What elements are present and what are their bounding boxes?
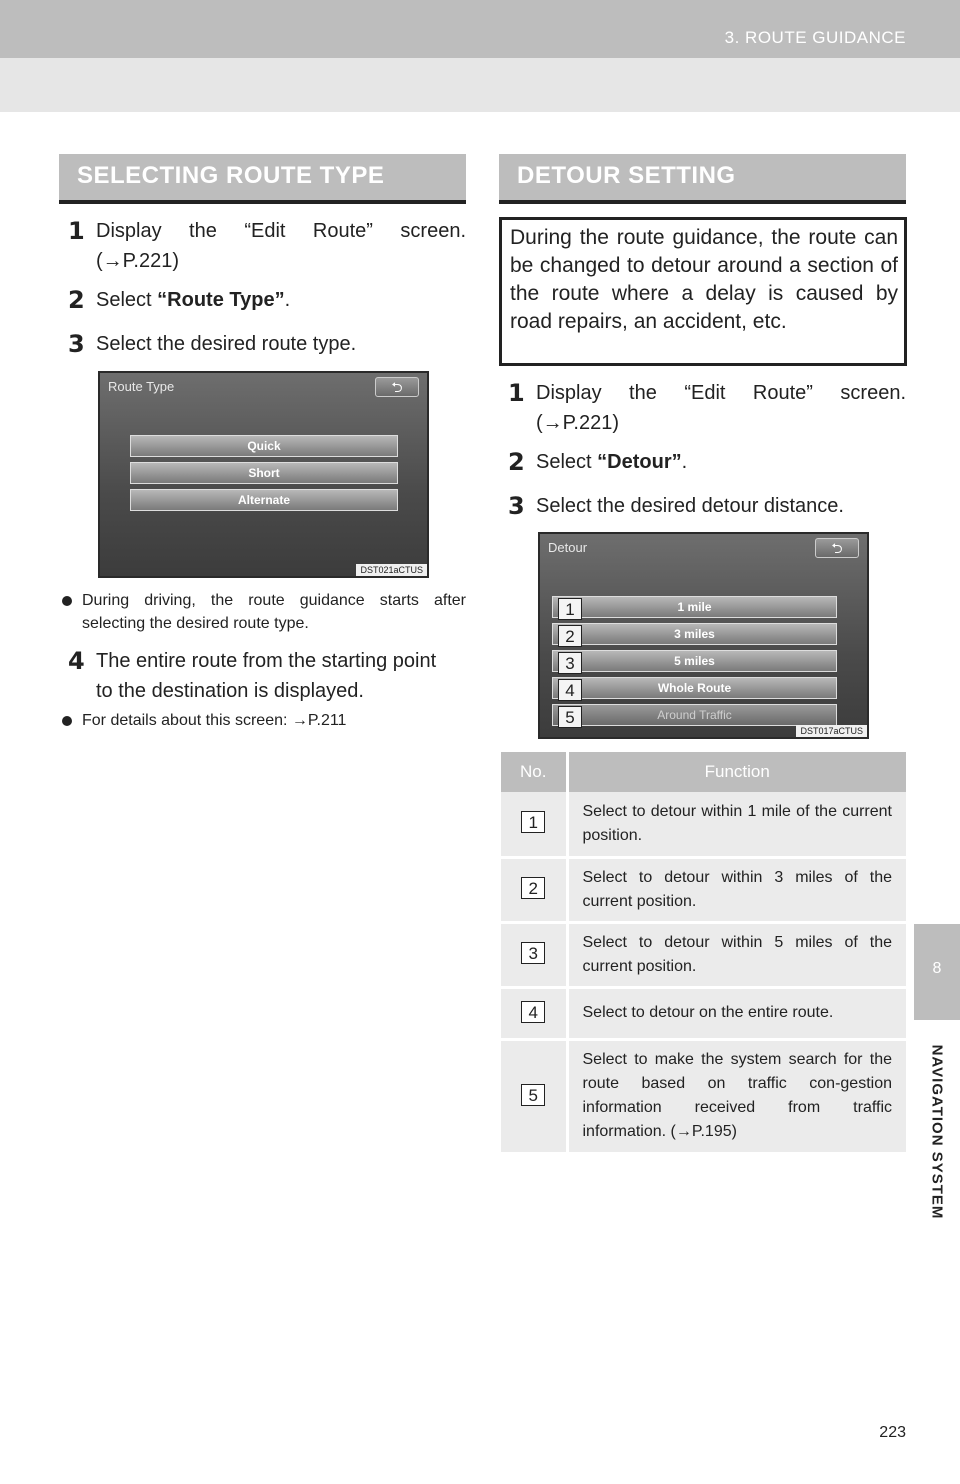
- step-number: 3: [68, 330, 85, 358]
- table-row: [501, 1039, 906, 1153]
- quick-button[interactable]: Quick: [130, 435, 398, 457]
- row-number-cell: [501, 1039, 567, 1153]
- callout-1: 1: [558, 598, 582, 620]
- page-reference: (→P.221): [536, 412, 620, 434]
- step-number: 1: [508, 379, 525, 407]
- detour-label: “Detour”: [597, 451, 682, 473]
- page-number: 223: [879, 1424, 906, 1441]
- step-number: 1: [68, 217, 85, 245]
- step-2-route-type: [68, 285, 466, 315]
- step-2-detour: [508, 447, 906, 477]
- bullet-text: For details about this screen: →P.211: [82, 712, 347, 729]
- detour-1-mile-button[interactable]: 1 mile: [552, 596, 837, 618]
- step-text: Display the “Edit Route” screen.: [96, 220, 466, 242]
- back-arrow-icon: ⮌: [831, 540, 843, 556]
- table-row: [501, 792, 906, 857]
- step-text: Select: [96, 289, 158, 311]
- callout-2: 2: [558, 625, 582, 647]
- short-button[interactable]: Short: [130, 462, 398, 484]
- section-title: DETOUR SETTING: [517, 162, 736, 189]
- step-text: The entire route from the starting point: [96, 650, 437, 672]
- alternate-button[interactable]: Alternate: [130, 489, 398, 511]
- row-number: 2: [521, 877, 545, 899]
- step-4-route-type: [68, 646, 476, 706]
- detour-5-miles-button[interactable]: 5 miles: [552, 650, 837, 672]
- around-traffic-button[interactable]: Around Traffic: [552, 704, 837, 726]
- column-header-no: No.: [501, 752, 567, 792]
- table-header-row: [501, 752, 906, 792]
- row-description: Select to detour within 1 mile of the current position.: [567, 792, 906, 857]
- chapter-tab-text: NAVIGATION SYSTEM: [928, 1044, 946, 1220]
- row-description: Select to detour within 3 miles of the current position.: [567, 857, 906, 922]
- step-3-detour: [508, 491, 906, 521]
- detour-function-table: [501, 752, 906, 1155]
- bullet-driving-note: [62, 589, 466, 635]
- step-3-route-type: [68, 329, 466, 359]
- route-type-screen: [98, 371, 429, 578]
- back-arrow-icon: ⮌: [391, 379, 403, 395]
- table-row: [501, 987, 906, 1039]
- page-reference: (→P.221): [96, 250, 180, 272]
- row-number: 4: [521, 1001, 545, 1023]
- route-type-label: “Route Type”: [157, 289, 285, 311]
- detour-screen: [538, 532, 869, 739]
- section-title: SELECTING ROUTE TYPE: [77, 162, 385, 189]
- table-row: [501, 857, 906, 922]
- step-text-end: .: [681, 451, 688, 473]
- detour-3-miles-button[interactable]: 3 miles: [552, 623, 837, 645]
- step-text-continued: to the destination is displayed.: [96, 680, 364, 702]
- step-number: 2: [68, 286, 85, 314]
- image-code: DST021aCTUS: [356, 564, 427, 576]
- section-header-route-type: [59, 154, 466, 200]
- row-description: Select to detour on the entire route.: [567, 987, 906, 1039]
- row-description: Select to make the system search for the route based on traffic con-gestion information received from traffic information. (→P.195): [567, 1039, 906, 1153]
- section-header-detour: [499, 154, 906, 200]
- chapter-title: 3. ROUTE GUIDANCE: [724, 28, 906, 47]
- step-text: Select the desired route type.: [96, 333, 357, 355]
- step-text: Select: [536, 451, 598, 473]
- chapter-tab-label: [922, 1022, 952, 1242]
- column-header-function: Function: [567, 752, 906, 792]
- bullet-icon: [62, 716, 72, 726]
- callout-5: 5: [558, 706, 582, 728]
- table-row: [501, 922, 906, 987]
- bullet-details-note: [62, 709, 466, 732]
- row-number: 3: [521, 942, 545, 964]
- row-number: 5: [521, 1084, 545, 1106]
- chapter-tab-number: 8: [914, 924, 960, 1020]
- detour-info-box: [499, 217, 907, 366]
- bullet-text: During driving, the route guidance starts after selecting the desired route type.: [82, 592, 466, 632]
- step-1-detour: [508, 378, 906, 438]
- row-number-cell: [501, 792, 567, 857]
- step-text: Select the desired detour distance.: [536, 495, 844, 517]
- step-text-end: .: [284, 289, 291, 311]
- screen-title: Detour: [548, 540, 588, 555]
- callout-4: 4: [558, 679, 582, 701]
- back-button[interactable]: [815, 538, 859, 558]
- step-text: Display the “Edit Route” screen.: [536, 382, 906, 404]
- step-1-route-type: [68, 216, 466, 276]
- row-number-cell: [501, 857, 567, 922]
- row-description: Select to detour within 5 miles of the current position.: [567, 922, 906, 987]
- back-button[interactable]: [375, 377, 419, 397]
- callout-3: 3: [558, 652, 582, 674]
- step-number: 2: [508, 448, 525, 476]
- row-number-cell: [501, 922, 567, 987]
- image-code: DST017aCTUS: [796, 725, 867, 737]
- info-text: During the route guidance, the route can be changed to detour around a section of the route where a delay is caused by road repairs, an accident, etc.: [510, 226, 898, 333]
- row-number: 1: [521, 811, 545, 833]
- step-number: 4: [68, 647, 85, 675]
- row-number-cell: [501, 987, 567, 1039]
- bullet-icon: [62, 596, 72, 606]
- whole-route-button[interactable]: Whole Route: [552, 677, 837, 699]
- screen-title: Route Type: [108, 379, 175, 394]
- step-number: 3: [508, 492, 525, 520]
